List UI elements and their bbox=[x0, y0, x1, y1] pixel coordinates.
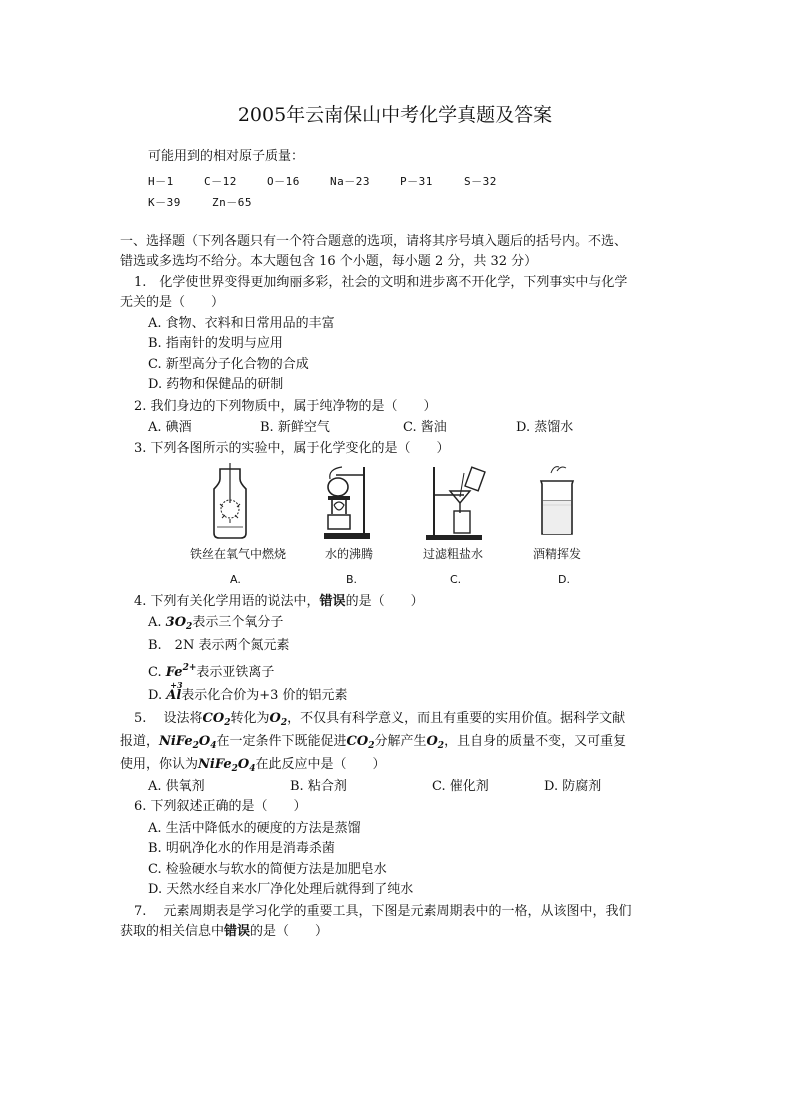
page-title: 2005年云南保山中考化学真题及答案 bbox=[237, 104, 553, 126]
q1-stem-line2: 无关的是（ ） bbox=[120, 295, 225, 310]
q5-option-c: C. 催化剂 bbox=[432, 779, 489, 794]
q3-letter-b: B. bbox=[346, 573, 358, 586]
q3-caption-d: 酒精挥发 bbox=[533, 547, 582, 561]
iron-wire-burning-figure bbox=[205, 463, 255, 541]
q2-stem: 2. 我们身边的下列物质中，属于纯净物的是（ ） bbox=[134, 399, 437, 414]
q3-caption-b: 水的沸腾 bbox=[325, 547, 374, 561]
q5-stem-line3: 使用，你认为$NiFe_2O_4$在此反应中是（ ） bbox=[120, 757, 386, 774]
q2-option-c: C. 酱油 bbox=[403, 420, 447, 435]
q6-option-b: B. 明矾净化水的作用是消毒杀菌 bbox=[148, 841, 335, 856]
section-heading-line2: 错选或多选均不给分。本大题包含 16 个小题，每小题 2 分，共 32 分） bbox=[120, 254, 538, 269]
q2-option-b: B. 新鲜空气 bbox=[260, 420, 330, 435]
atomic-mass-label: 可能用到的相对原子质量： bbox=[148, 149, 305, 164]
atomic-mass-k: K－39 bbox=[148, 196, 181, 209]
q1-option-a: A. 食物、衣料和日常用品的丰富 bbox=[148, 316, 335, 331]
atomic-mass-p: P－31 bbox=[400, 175, 433, 188]
q5-option-a: A. 供氧剂 bbox=[148, 779, 205, 794]
q3-letter-c: C. bbox=[450, 573, 462, 586]
q4-option-b: B. 2N 表示两个氮元素 bbox=[148, 638, 290, 653]
q7-stem-line2: 获取的相关信息中错误的是（ ） bbox=[120, 924, 329, 939]
q5-stem-line2: 报道，$NiFe_2O_4$在一定条件下既能促进$CO_2$分解产生$O_2$，且自身的质量不变，又可重复 bbox=[120, 734, 627, 751]
alcohol-volatilization-figure bbox=[537, 463, 577, 541]
q6-stem: 6. 下列叙述正确的是（ ） bbox=[134, 799, 307, 814]
q3-caption-a: 铁丝在氧气中燃烧 bbox=[190, 547, 287, 561]
atomic-mass-s: S－32 bbox=[464, 175, 497, 188]
q1-stem-line1: 1. 化学使世界变得更加绚丽多彩，社会的文明和进步离不开化学，下列事实中与化学 bbox=[134, 275, 628, 290]
q2-option-a: A. 碘酒 bbox=[148, 420, 192, 435]
q3-caption-c: 过滤粗盐水 bbox=[423, 547, 484, 561]
q7-stem-emphasis: 错误 bbox=[224, 924, 251, 939]
atomic-mass-h: H－1 bbox=[148, 175, 174, 188]
q6-option-c: C. 检验硬水与软水的简便方法是加肥皂水 bbox=[148, 862, 387, 877]
atomic-mass-o: O－16 bbox=[267, 175, 300, 188]
q3-stem: 3. 下列各图所示的实验中，属于化学变化的是（ ） bbox=[134, 441, 450, 456]
q4-option-d: D. +3 Al表示化合价为+3 价的铝元素 bbox=[148, 680, 348, 703]
filtration-figure bbox=[424, 463, 486, 543]
q6-option-d: D. 天然水经自来水厂净化处理后就得到了纯水 bbox=[148, 882, 414, 897]
section-heading-line1: 一、选择题（下列各题只有一个符合题意的选项，请将其序号填入题后的括号内。不选、 bbox=[120, 234, 628, 249]
q1-option-c: C. 新型高分子化合物的合成 bbox=[148, 357, 309, 372]
atomic-mass-na: Na－23 bbox=[330, 175, 370, 188]
q4-stem-emphasis: 错误 bbox=[319, 594, 346, 609]
q3-letter-a: A. bbox=[230, 573, 241, 586]
q1-option-d: D. 药物和保健品的研制 bbox=[148, 377, 284, 392]
q5-option-b: B. 粘合剂 bbox=[290, 779, 347, 794]
q4-stem: 4. 下列有关化学用语的说法中，错误的是（ ） bbox=[134, 594, 424, 609]
q4-option-c: C. $Fe^{2+}$表示亚铁离子 bbox=[148, 663, 275, 680]
water-boiling-figure bbox=[316, 463, 376, 543]
q6-option-a: A. 生活中降低水的硬度的方法是蒸馏 bbox=[148, 821, 361, 836]
q7-stem-line1: 7. 元素周期表是学习化学的重要工具，下图是元素周期表中的一格，从该图中，我们 bbox=[134, 904, 632, 919]
q2-option-d: D. 蒸馏水 bbox=[516, 420, 574, 435]
atomic-mass-zn: Zn－65 bbox=[212, 196, 252, 209]
q5-stem-line1: 5. 设法将$CO_2$转化为$O_2$，不仅具有科学意义，而且有重要的实用价值。据科学文献 bbox=[134, 711, 626, 728]
atomic-mass-c: C－12 bbox=[204, 175, 237, 188]
q3-letter-d: D. bbox=[558, 573, 570, 586]
q4-option-a: A. $3O_2$表示三个氧分子 bbox=[148, 615, 284, 632]
q1-option-b: B. 指南针的发明与应用 bbox=[148, 336, 283, 351]
q5-option-d: D. 防腐剂 bbox=[544, 779, 602, 794]
